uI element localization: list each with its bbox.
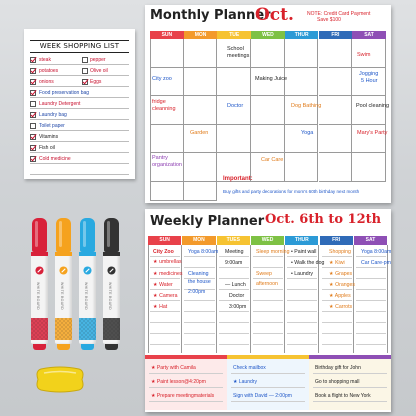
weekly-rule-line bbox=[356, 333, 386, 334]
wk-tue-0: Meeting bbox=[225, 249, 244, 255]
weekly-rule-line bbox=[253, 311, 283, 312]
monthly-day-header: TUE bbox=[217, 31, 251, 39]
monthly-day-header: MON bbox=[184, 31, 218, 39]
weekly-rule-line bbox=[253, 278, 283, 279]
weekly-rule-line bbox=[322, 333, 352, 334]
calendar-cell[interactable] bbox=[352, 96, 386, 125]
wk-tue-4: Doctor bbox=[229, 293, 245, 299]
monthly-day-header: FRI bbox=[319, 31, 353, 39]
marker-end-cap bbox=[57, 344, 70, 350]
checkbox-checked[interactable] bbox=[30, 79, 36, 85]
weekly-rule-line bbox=[219, 278, 249, 279]
marker-brand-label: WHITE BOARD bbox=[108, 282, 112, 310]
list-item: potatoes Olive oil bbox=[30, 66, 129, 76]
monthly-title: Monthly Planner bbox=[150, 8, 271, 23]
bottom-rule-line bbox=[149, 373, 223, 374]
important-text: Buy gifts and party decorations for mom's 60th birthday next month bbox=[223, 189, 360, 194]
weekly-rule-line bbox=[287, 333, 317, 334]
weekly-rule-line bbox=[253, 333, 283, 334]
note-sun-w3b: cleanning bbox=[152, 106, 176, 112]
note-sat-w2a: Jogging bbox=[359, 71, 379, 77]
weekly-rule-line bbox=[150, 278, 180, 279]
weekly-day-header: MON bbox=[182, 236, 215, 245]
weekly-rule-line bbox=[219, 256, 249, 257]
checkbox-checked[interactable] bbox=[30, 112, 36, 118]
pen-icon bbox=[83, 266, 92, 275]
wk-wed-3: afternoon bbox=[256, 281, 278, 287]
note-sat-w4: Mary's Party bbox=[357, 130, 388, 136]
weekly-rule-line bbox=[150, 256, 180, 257]
list-item: onions Eggs bbox=[30, 77, 129, 87]
wk-fri-4: ★ Apples bbox=[329, 293, 351, 299]
wk-sun-4: ★ Camera bbox=[153, 293, 178, 299]
wk-sun-5: ★ Hat bbox=[153, 304, 168, 310]
note-thu-w4: Yoga bbox=[301, 130, 314, 136]
weekly-rule-line bbox=[322, 256, 352, 257]
important-label: Important: bbox=[223, 176, 253, 182]
wk-sat-1: Car Care-pm bbox=[361, 260, 391, 266]
calendar-cell[interactable] bbox=[251, 96, 285, 125]
marker-end-cap bbox=[105, 344, 118, 350]
bottom3-1: Go to shopping mall bbox=[315, 379, 360, 385]
marker-body bbox=[103, 252, 120, 344]
bottom-rule-line bbox=[231, 401, 305, 402]
monthly-note bbox=[307, 11, 370, 23]
marker-end-cap bbox=[33, 344, 46, 350]
note-tue-w1b: meetings bbox=[227, 53, 250, 59]
list-item bbox=[30, 165, 129, 175]
weekly-rule-line bbox=[356, 267, 386, 268]
monthly-planner bbox=[145, 5, 391, 203]
weekly-day-header: THUR bbox=[285, 236, 318, 245]
weekly-rule-line bbox=[287, 267, 317, 268]
marker-cap bbox=[56, 218, 71, 252]
bottom2-1: ★ Laundry bbox=[233, 379, 257, 385]
wk-mon-3: the house bbox=[188, 279, 211, 285]
bottom2-0: Check mailbox bbox=[233, 365, 266, 371]
weekly-rule-line bbox=[150, 289, 180, 290]
marker-cap bbox=[80, 218, 95, 252]
calendar-cell[interactable] bbox=[319, 39, 353, 68]
marker-end-cap bbox=[81, 344, 94, 350]
weekly-rule-line bbox=[184, 311, 214, 312]
note-mon-w4: Garden bbox=[190, 130, 209, 136]
note-tue-w3: Doctor bbox=[227, 103, 244, 109]
calendar-cell[interactable] bbox=[150, 182, 184, 202]
weekly-day-column[interactable] bbox=[251, 245, 285, 353]
list-item: steak pepper bbox=[30, 55, 129, 65]
note-tue-w1a: School bbox=[227, 46, 244, 52]
calendar-cell[interactable] bbox=[285, 39, 319, 68]
wk-wed-0: Sleep morning bbox=[256, 249, 290, 255]
wk-thu-1: • Walk the dog bbox=[291, 260, 325, 266]
calendar-cell[interactable] bbox=[150, 39, 184, 68]
note-line-1: NOTE: Credit Card Payment bbox=[307, 11, 371, 17]
calendar-cell[interactable] bbox=[352, 125, 386, 154]
weekly-rule-line bbox=[253, 289, 283, 290]
wk-thu-0: • Paint wall bbox=[291, 249, 317, 255]
weekly-rule-line bbox=[356, 256, 386, 257]
marker-orange[interactable] bbox=[55, 218, 72, 350]
weekly-rule-line bbox=[253, 300, 283, 301]
calendar-cell[interactable] bbox=[319, 153, 353, 182]
bottom-rule-line bbox=[149, 401, 223, 402]
weekly-rule-line bbox=[184, 256, 214, 257]
marker-cap bbox=[104, 218, 119, 252]
weekly-rule-line bbox=[150, 267, 180, 268]
note-sun-w2: City zoo bbox=[152, 76, 172, 82]
weekly-rule-line bbox=[322, 289, 352, 290]
weekly-rule-line bbox=[219, 300, 249, 301]
bottom1-0: ★ Party with Camila bbox=[151, 365, 196, 371]
note-wed-w2: Making Juice bbox=[255, 76, 288, 82]
weekly-rule-line bbox=[184, 322, 214, 323]
calendar-cell[interactable] bbox=[285, 96, 322, 125]
weekly-rule-line bbox=[150, 333, 180, 334]
bottom-rule-line bbox=[313, 387, 387, 388]
marker-brand-label: WHITE BOARD bbox=[36, 282, 40, 310]
weekly-day-header: SAT bbox=[354, 236, 387, 245]
note-sat-w1: Swim bbox=[357, 52, 371, 58]
bottom1-1: ★ Paint lesson@4:20pm bbox=[151, 379, 206, 385]
checkbox-checked[interactable] bbox=[82, 79, 88, 85]
weekly-rule-line bbox=[219, 322, 249, 323]
bottom-rule-line bbox=[231, 387, 305, 388]
list-item: Vitamins bbox=[30, 132, 129, 142]
checkbox-checked[interactable] bbox=[30, 90, 36, 96]
list-item: Toilet paper bbox=[30, 121, 129, 131]
weekly-rule-line bbox=[253, 322, 283, 323]
list-item: Food preservation bag bbox=[30, 88, 129, 98]
marker-cap bbox=[32, 218, 47, 252]
weekly-rule-line bbox=[356, 344, 386, 345]
weekly-rule-line bbox=[184, 344, 214, 345]
weekly-rule-line bbox=[150, 311, 180, 312]
wk-fri-3: ★ Oranges bbox=[329, 282, 355, 288]
bottom-rule-line bbox=[313, 373, 387, 374]
monthly-month: Oct. bbox=[255, 5, 294, 25]
checkbox[interactable] bbox=[82, 57, 88, 63]
checkbox-checked[interactable] bbox=[30, 134, 36, 140]
list-item: Laundry Detergent bbox=[30, 99, 129, 109]
weekly-rule-line bbox=[322, 300, 352, 301]
monthly-day-header: THUR bbox=[285, 31, 319, 39]
wk-fri-5: ★ Carrots bbox=[329, 304, 353, 310]
calendar-cell[interactable] bbox=[217, 96, 251, 125]
weekly-rule-line bbox=[322, 311, 352, 312]
wk-tue-3: — Lunch bbox=[225, 282, 246, 288]
wk-tue-5: 3:00pm bbox=[229, 304, 247, 310]
weekly-rule-line bbox=[322, 322, 352, 323]
calendar-cell[interactable] bbox=[352, 153, 386, 182]
monthly-day-header: SUN bbox=[150, 31, 184, 39]
calendar-cell[interactable] bbox=[184, 125, 218, 154]
weekly-rule-line bbox=[150, 300, 180, 301]
wk-tue-1: 9:00am bbox=[225, 260, 243, 266]
checkbox[interactable] bbox=[30, 101, 36, 107]
wk-sun-3: ★ Water bbox=[153, 282, 173, 288]
list-item: Laundry bag bbox=[30, 110, 129, 120]
bottom1-2: ★ Prepare meetingmaterials bbox=[151, 393, 215, 399]
marker-red[interactable] bbox=[31, 218, 48, 350]
weekly-rule-line bbox=[184, 267, 214, 268]
checkbox-checked[interactable] bbox=[30, 57, 36, 63]
checkbox-checked[interactable] bbox=[30, 68, 36, 74]
weekly-day-column[interactable] bbox=[182, 245, 219, 353]
wk-sun-1: ★ umbrellas bbox=[153, 259, 182, 265]
weekly-rule-line bbox=[287, 300, 317, 301]
weekly-rule-line bbox=[322, 278, 352, 279]
weekly-rule-line bbox=[253, 256, 283, 257]
wk-thu-2: • Laundry bbox=[291, 271, 314, 277]
wk-fri-2: ★ Grapes bbox=[329, 271, 353, 277]
wk-fri-0: Shopping bbox=[329, 249, 351, 255]
weekly-rule-line bbox=[287, 278, 317, 279]
wk-fri-1: ★ Kiwi bbox=[329, 260, 345, 266]
wk-sun-0: City Zoo bbox=[153, 249, 174, 255]
note-line-2: Save $100 bbox=[317, 17, 341, 23]
weekly-rule-line bbox=[219, 289, 249, 290]
weekly-planner bbox=[145, 209, 391, 412]
calendar-cell[interactable] bbox=[184, 153, 218, 182]
weekly-rule-line bbox=[356, 322, 386, 323]
calendar-cell[interactable] bbox=[285, 125, 319, 154]
checkbox-checked[interactable] bbox=[30, 156, 36, 162]
weekly-day-header: SUN bbox=[148, 236, 181, 245]
marker-body bbox=[79, 252, 96, 344]
weekly-rule-line bbox=[150, 322, 180, 323]
bottom-rule-line bbox=[231, 373, 305, 374]
weekly-rule-line bbox=[287, 344, 317, 345]
calendar-cell[interactable] bbox=[251, 125, 285, 154]
calendar-cell[interactable] bbox=[184, 68, 218, 97]
bottom2-2: Sign with David — 2:00pm bbox=[233, 393, 292, 399]
list-item: Cold medicine bbox=[30, 154, 129, 164]
bottom-rule-line bbox=[149, 387, 223, 388]
shopping-list-card bbox=[24, 29, 135, 179]
weekly-rule-line bbox=[219, 311, 249, 312]
calendar-cell[interactable] bbox=[217, 68, 251, 97]
wk-mon-2: Cleaning bbox=[188, 271, 209, 277]
weekly-rule-line bbox=[150, 344, 180, 345]
weekly-rule-line bbox=[184, 333, 214, 334]
weekly-day-header: TUES bbox=[217, 236, 250, 245]
wk-sun-2: ★ medicines bbox=[153, 271, 183, 277]
note-sun-w5b: organization bbox=[152, 162, 182, 168]
calendar-cell[interactable] bbox=[285, 153, 319, 182]
calendar-cell[interactable] bbox=[184, 96, 218, 125]
weekly-range: Oct. 6th to 12th bbox=[265, 212, 382, 227]
pen-icon bbox=[35, 266, 44, 275]
wk-wed-2: Sweep bbox=[256, 271, 272, 277]
weekly-rule-line bbox=[356, 300, 386, 301]
monthly-day-header: SAT bbox=[352, 31, 386, 39]
note-sat-w2b: 5 Hour bbox=[361, 78, 378, 84]
bottom-rule-line bbox=[313, 401, 387, 402]
weekly-rule-line bbox=[322, 344, 352, 345]
weekly-rule-line bbox=[184, 300, 214, 301]
weekly-rule-line bbox=[322, 267, 352, 268]
checkbox-checked[interactable] bbox=[30, 145, 36, 151]
marker-brand-label: WHITE BOARD bbox=[84, 282, 88, 310]
pen-icon bbox=[59, 266, 68, 275]
weekly-rule-line bbox=[287, 322, 317, 323]
weekly-rule-line bbox=[287, 256, 317, 257]
note-sat-w3: Pool cleaning bbox=[356, 103, 390, 109]
weekly-day-header: WED bbox=[251, 236, 284, 245]
weekly-title: Weekly Planner bbox=[150, 214, 265, 229]
bottom3-0: Birthday gift for John bbox=[315, 365, 361, 371]
checkbox[interactable] bbox=[30, 123, 36, 129]
weekly-rule-line bbox=[356, 311, 386, 312]
marker-body bbox=[55, 252, 72, 344]
calendar-cell[interactable] bbox=[319, 96, 353, 125]
calendar-cell[interactable] bbox=[217, 125, 251, 154]
weekly-rule-line bbox=[287, 289, 317, 290]
checkbox[interactable] bbox=[82, 68, 88, 74]
wk-sat-0: Yoga 8:00am bbox=[361, 249, 392, 255]
calendar-cell[interactable] bbox=[150, 125, 184, 154]
note-wed-w5: Car Care bbox=[261, 157, 284, 163]
weekly-rule-line bbox=[219, 267, 249, 268]
marker-body bbox=[31, 252, 48, 344]
weekly-rule-line bbox=[287, 311, 317, 312]
bottom3-2: Book a flight to New York bbox=[315, 393, 371, 399]
calendar-cell[interactable] bbox=[319, 125, 353, 154]
marker-blue[interactable] bbox=[79, 218, 96, 350]
wk-mon-0: Yoga 8:00am bbox=[188, 249, 219, 255]
calendar-cell[interactable] bbox=[184, 182, 218, 202]
list-item: Fish oil bbox=[30, 143, 129, 153]
calendar-cell[interactable] bbox=[251, 39, 285, 68]
calendar-cell[interactable] bbox=[184, 39, 218, 68]
wk-mon-4: 2:00pm bbox=[188, 289, 206, 295]
note-sun-w5a: Pantry bbox=[152, 155, 168, 161]
calendar-cell[interactable] bbox=[285, 68, 319, 97]
note-wed-w3: Dog Bathing bbox=[291, 103, 322, 109]
pen-icon bbox=[107, 266, 116, 275]
eraser-icon[interactable] bbox=[35, 366, 85, 393]
weekly-day-header: FRI bbox=[320, 236, 353, 245]
weekly-rule-line bbox=[219, 333, 249, 334]
weekly-rule-line bbox=[356, 289, 386, 290]
weekly-rule-line bbox=[253, 267, 283, 268]
marker-brand-label: WHITE BOARD bbox=[60, 282, 64, 310]
monthly-day-header: WED bbox=[251, 31, 285, 39]
weekly-rule-line bbox=[356, 278, 386, 279]
marker-black[interactable] bbox=[103, 218, 120, 350]
note-sun-w3a: fridge bbox=[152, 99, 166, 105]
weekly-rule-line bbox=[253, 344, 283, 345]
weekly-rule-line bbox=[219, 344, 249, 345]
shopping-list-title: WEEK SHOPPING LIST bbox=[30, 40, 129, 53]
calendar-cell[interactable] bbox=[319, 68, 353, 97]
